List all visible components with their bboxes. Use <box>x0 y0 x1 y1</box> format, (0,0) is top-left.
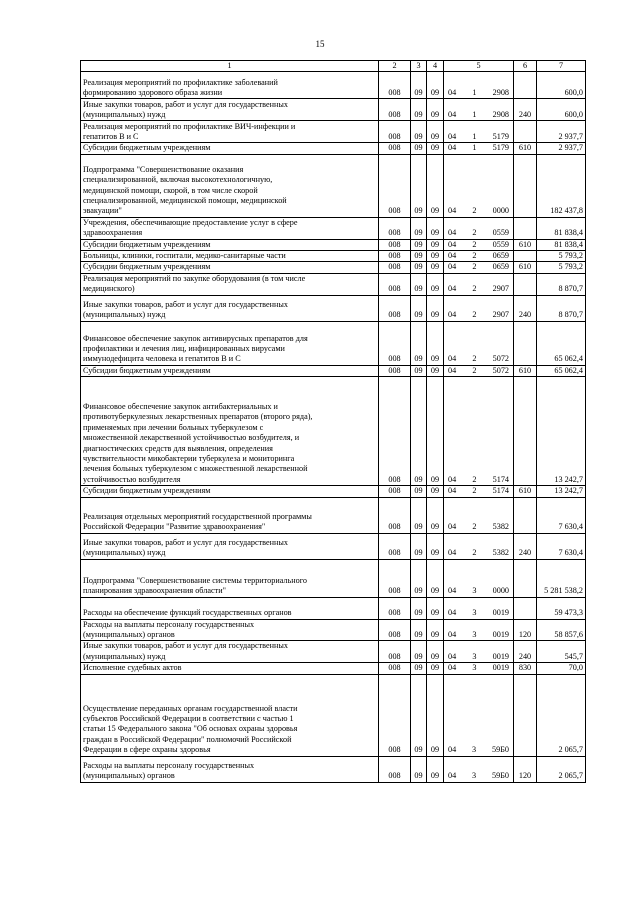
row-admin-code: 008 <box>379 559 411 597</box>
row-amount: 13 242,7 <box>537 486 586 497</box>
row-expense-type: 240 <box>514 641 537 663</box>
row-subsection: 09 <box>427 663 444 674</box>
row-name: Иные закупки товаров, работ и услуг для государственных (муниципальных) нужд <box>81 641 379 663</box>
row-subsection: 09 <box>427 295 444 321</box>
header-cell: 7 <box>537 61 586 72</box>
row-subsection: 09 <box>427 217 444 239</box>
table-row <box>81 497 586 533</box>
row-admin-code: 008 <box>379 674 411 756</box>
row-expense-type <box>514 154 537 217</box>
row-section: 09 <box>411 497 427 533</box>
row-amount: 5 793,2 <box>537 251 586 262</box>
row-target-code <box>444 365 514 376</box>
row-target-code <box>444 217 514 239</box>
row-expense-type <box>514 72 537 99</box>
row-subprogram: 2 <box>472 522 477 532</box>
row-amount: 2 937,7 <box>537 121 586 143</box>
row-target-code <box>444 321 514 365</box>
row-expense-type: 610 <box>514 239 537 250</box>
header-cell: 4 <box>427 61 444 72</box>
row-target-code <box>444 533 514 559</box>
row-admin-code: 008 <box>379 72 411 99</box>
row-expense-type: 240 <box>514 533 537 559</box>
row-amount: 81 838,4 <box>537 239 586 250</box>
row-program: 04 <box>448 251 457 261</box>
row-subsection: 09 <box>427 72 444 99</box>
row-subprogram: 3 <box>472 608 477 618</box>
row-target-code <box>444 674 514 756</box>
table-row <box>81 756 586 782</box>
row-expense-code: 0659 <box>492 262 509 272</box>
row-subprogram: 2 <box>472 486 477 496</box>
row-program: 04 <box>448 486 457 496</box>
row-expense-type <box>514 497 537 533</box>
row-amount: 7 630,4 <box>537 533 586 559</box>
row-name: Реализация отдельных мероприятий государственной программы Российской Федерации "Развитие здравоохранения" <box>81 497 379 533</box>
row-amount: 65 062,4 <box>537 365 586 376</box>
row-subprogram: 2 <box>472 228 477 238</box>
table-row <box>81 365 586 376</box>
table-row <box>81 641 586 663</box>
row-subprogram: 2 <box>472 365 477 375</box>
row-subsection: 09 <box>427 559 444 597</box>
row-expense-type <box>514 121 537 143</box>
row-subprogram: 3 <box>472 771 477 781</box>
row-name: Расходы на выплаты персоналу государственных (муниципальных) органов <box>81 756 379 782</box>
row-amount: 600,0 <box>537 72 586 99</box>
row-subprogram: 3 <box>472 745 477 755</box>
row-admin-code: 008 <box>379 99 411 121</box>
row-expense-type: 610 <box>514 486 537 497</box>
row-name: Иные закупки товаров, работ и услуг для государственных (муниципальных) нужд <box>81 295 379 321</box>
row-name: Финансовое обеспечение закупок антивирусных препаратов для профилактики и лечения лиц, инфицированных вирусами иммунодефицита человека и гепатитов В и С <box>81 321 379 365</box>
row-name: Реализация мероприятий по профилактике ВИЧ-инфекции и гепатитов В и С <box>81 121 379 143</box>
row-program: 04 <box>448 239 457 249</box>
row-expense-code: 0000 <box>492 206 509 216</box>
row-subprogram: 2 <box>472 310 477 320</box>
row-admin-code: 008 <box>379 597 411 619</box>
row-subprogram: 1 <box>472 110 477 119</box>
table-row <box>81 295 586 321</box>
row-expense-type: 240 <box>514 295 537 321</box>
row-target-code <box>444 559 514 597</box>
row-expense-type <box>514 321 537 365</box>
row-section: 09 <box>411 756 427 782</box>
row-subprogram: 3 <box>472 663 477 673</box>
row-section: 09 <box>411 217 427 239</box>
row-program: 04 <box>448 132 457 141</box>
table-row <box>81 597 586 619</box>
row-expense-code: 0659 <box>492 251 509 261</box>
row-name: Субсидии бюджетным учреждениям <box>81 239 379 250</box>
row-expense-code: 2908 <box>492 110 509 119</box>
row-subprogram: 3 <box>472 651 477 661</box>
row-program: 04 <box>448 663 457 673</box>
row-target-code <box>444 756 514 782</box>
row-program: 04 <box>448 228 457 238</box>
row-expense-type: 240 <box>514 99 537 121</box>
row-subprogram: 2 <box>472 284 477 294</box>
row-admin-code: 008 <box>379 273 411 295</box>
row-target-code <box>444 597 514 619</box>
row-expense-type: 610 <box>514 262 537 273</box>
row-subprogram: 2 <box>472 262 477 272</box>
row-expense-type: 120 <box>514 619 537 641</box>
row-amount: 81 838,4 <box>537 217 586 239</box>
row-subprogram: 2 <box>472 474 477 484</box>
header-row <box>81 61 586 72</box>
row-amount: 58 857,6 <box>537 619 586 641</box>
table-body <box>81 72 586 782</box>
table-row <box>81 321 586 365</box>
row-subsection: 09 <box>427 674 444 756</box>
row-section: 09 <box>411 239 427 250</box>
row-admin-code: 008 <box>379 663 411 674</box>
row-expense-type <box>514 251 537 262</box>
row-subsection: 09 <box>427 273 444 295</box>
row-expense-type <box>514 559 537 597</box>
table-row <box>81 377 586 486</box>
row-subprogram: 2 <box>472 251 477 261</box>
row-admin-code: 008 <box>379 533 411 559</box>
table-row <box>81 533 586 559</box>
table-row <box>81 273 586 295</box>
row-target-code <box>444 641 514 663</box>
row-program: 04 <box>448 522 457 532</box>
row-expense-code: 0559 <box>492 228 509 238</box>
row-program: 04 <box>448 262 457 272</box>
row-section: 09 <box>411 486 427 497</box>
row-target-code <box>444 273 514 295</box>
row-subsection: 09 <box>427 121 444 143</box>
row-admin-code: 008 <box>379 619 411 641</box>
row-expense-code: 2908 <box>492 88 509 97</box>
row-subsection: 09 <box>427 154 444 217</box>
budget-table <box>80 60 586 783</box>
row-name: Расходы на выплаты персоналу государственных (муниципальных) органов <box>81 619 379 641</box>
row-amount: 59 473,3 <box>537 597 586 619</box>
row-amount: 13 242,7 <box>537 377 586 486</box>
row-section: 09 <box>411 99 427 121</box>
row-subprogram: 1 <box>472 88 477 97</box>
row-program: 04 <box>448 310 457 320</box>
header-cell: 5 <box>444 61 514 72</box>
row-expense-code: 5179 <box>492 143 509 153</box>
row-target-code <box>444 486 514 497</box>
row-section: 09 <box>411 619 427 641</box>
table-row <box>81 559 586 597</box>
row-expense-code: 5179 <box>492 132 509 141</box>
table-row <box>81 239 586 250</box>
table-row <box>81 486 586 497</box>
row-expense-code: 59Б0 <box>492 745 509 755</box>
row-admin-code: 008 <box>379 121 411 143</box>
row-amount: 5 281 538,2 <box>537 559 586 597</box>
row-admin-code: 008 <box>379 377 411 486</box>
page-number: 15 <box>315 39 325 49</box>
row-name: Подпрограмма "Совершенствование оказания специализированной, включая высокотехнологичную, медицинской помощи, скорой, в том числе скорой специализированной, медицинской помощи, медицинской эвакуации" <box>81 154 379 217</box>
row-admin-code: 008 <box>379 217 411 239</box>
row-name: Осуществление переданных органам государственной власти субъектов Российской Федерации в соответствии с частью 1 статьи 15 Федерального закона "Об основах охраны здоровья граждан в Российской Федерации" полномочий Российской Федерации в сфере охраны здоровья <box>81 674 379 756</box>
row-amount: 5 793,2 <box>537 262 586 273</box>
row-program: 04 <box>448 771 457 781</box>
row-expense-code: 0019 <box>492 608 509 618</box>
table-row <box>81 674 586 756</box>
header-cell: 3 <box>411 61 427 72</box>
row-section: 09 <box>411 377 427 486</box>
row-section: 09 <box>411 597 427 619</box>
row-expense-type <box>514 377 537 486</box>
row-target-code <box>444 143 514 154</box>
table-row <box>81 619 586 641</box>
row-name: Субсидии бюджетным учреждениям <box>81 143 379 154</box>
row-section: 09 <box>411 154 427 217</box>
row-target-code <box>444 377 514 486</box>
row-program: 04 <box>448 651 457 661</box>
row-expense-code: 5382 <box>492 522 509 532</box>
row-subprogram: 3 <box>472 630 477 640</box>
table-row <box>81 143 586 154</box>
row-name: Расходы на обеспечение функций государственных органов <box>81 597 379 619</box>
row-subsection: 09 <box>427 251 444 262</box>
row-subsection: 09 <box>427 619 444 641</box>
row-subsection: 09 <box>427 321 444 365</box>
row-section: 09 <box>411 365 427 376</box>
row-name: Реализация мероприятий по закупке оборудования (в том числе медицинского) <box>81 273 379 295</box>
row-amount: 8 870,7 <box>537 273 586 295</box>
row-expense-type <box>514 217 537 239</box>
row-section: 09 <box>411 533 427 559</box>
table-row <box>81 99 586 121</box>
row-expense-code: 2907 <box>492 284 509 294</box>
row-subsection: 09 <box>427 239 444 250</box>
row-program: 04 <box>448 586 457 596</box>
row-expense-type: 120 <box>514 756 537 782</box>
row-expense-code: 5174 <box>492 474 509 484</box>
row-section: 09 <box>411 674 427 756</box>
row-admin-code: 008 <box>379 486 411 497</box>
table-row <box>81 121 586 143</box>
row-name: Исполнение судебных актов <box>81 663 379 674</box>
row-target-code <box>444 295 514 321</box>
row-subsection: 09 <box>427 641 444 663</box>
row-subprogram: 2 <box>472 239 477 249</box>
row-target-code <box>444 663 514 674</box>
row-program: 04 <box>448 365 457 375</box>
row-section: 09 <box>411 262 427 273</box>
row-program: 04 <box>448 745 457 755</box>
row-program: 04 <box>448 284 457 294</box>
row-amount: 2 937,7 <box>537 143 586 154</box>
row-section: 09 <box>411 641 427 663</box>
row-subsection: 09 <box>427 533 444 559</box>
row-amount: 182 437,8 <box>537 154 586 217</box>
row-subprogram: 3 <box>472 586 477 596</box>
row-expense-code: 5174 <box>492 486 509 496</box>
row-target-code <box>444 619 514 641</box>
row-program: 04 <box>448 548 457 558</box>
row-admin-code: 008 <box>379 239 411 250</box>
row-amount: 65 062,4 <box>537 321 586 365</box>
row-expense-type <box>514 674 537 756</box>
row-expense-code: 0019 <box>492 663 509 673</box>
table-row <box>81 154 586 217</box>
row-section: 09 <box>411 295 427 321</box>
row-name: Иные закупки товаров, работ и услуг для государственных (муниципальных) нужд <box>81 99 379 121</box>
row-name: Субсидии бюджетным учреждениям <box>81 486 379 497</box>
row-expense-code: 5382 <box>492 548 509 558</box>
row-name: Финансовое обеспечение закупок антибактериальных и противотуберкулезных лекарственных препаратов (второго ряда), применяемых при лечении больных туберкулезом с множественной лекарственной устойчивостью возбудителя, и диагностических средств для выявления, определения чувствительности микобактерии туберкулеза и мониторинга лечения больных туберкулезом с множественной лекарственной устойчивостью возбудителя <box>81 377 379 486</box>
row-amount: 545,7 <box>537 641 586 663</box>
table-row <box>81 217 586 239</box>
row-expense-code: 0000 <box>492 586 509 596</box>
row-admin-code: 008 <box>379 262 411 273</box>
row-subsection: 09 <box>427 99 444 121</box>
row-expense-type: 610 <box>514 365 537 376</box>
row-section: 09 <box>411 121 427 143</box>
row-admin-code: 008 <box>379 365 411 376</box>
row-section: 09 <box>411 143 427 154</box>
table-row <box>81 663 586 674</box>
row-expense-code: 59Б0 <box>492 771 509 781</box>
header-cell: 1 <box>81 61 379 72</box>
row-amount: 7 630,4 <box>537 497 586 533</box>
row-expense-type: 830 <box>514 663 537 674</box>
row-expense-type <box>514 597 537 619</box>
row-target-code <box>444 239 514 250</box>
row-subsection: 09 <box>427 756 444 782</box>
row-subsection: 09 <box>427 486 444 497</box>
row-target-code <box>444 99 514 121</box>
row-expense-code: 0019 <box>492 651 509 661</box>
row-program: 04 <box>448 88 457 97</box>
row-program: 04 <box>448 110 457 119</box>
row-target-code <box>444 262 514 273</box>
row-admin-code: 008 <box>379 641 411 663</box>
row-subsection: 09 <box>427 143 444 154</box>
row-subsection: 09 <box>427 365 444 376</box>
row-subprogram: 2 <box>472 354 477 364</box>
row-program: 04 <box>448 608 457 618</box>
header-cell: 6 <box>514 61 537 72</box>
row-name: Субсидии бюджетным учреждениям <box>81 365 379 376</box>
table-row <box>81 262 586 273</box>
row-subprogram: 1 <box>472 143 477 153</box>
row-section: 09 <box>411 663 427 674</box>
row-section: 09 <box>411 72 427 99</box>
row-program: 04 <box>448 630 457 640</box>
row-expense-code: 0019 <box>492 630 509 640</box>
row-subsection: 09 <box>427 377 444 486</box>
row-expense-code: 5072 <box>492 354 509 364</box>
row-name: Больницы, клиники, госпитали, медико-санитарные части <box>81 251 379 262</box>
row-target-code <box>444 154 514 217</box>
row-expense-code: 0559 <box>492 239 509 249</box>
row-admin-code: 008 <box>379 154 411 217</box>
row-amount: 600,0 <box>537 99 586 121</box>
row-admin-code: 008 <box>379 295 411 321</box>
header-cell: 2 <box>379 61 411 72</box>
row-admin-code: 008 <box>379 497 411 533</box>
table-row <box>81 72 586 99</box>
row-admin-code: 008 <box>379 321 411 365</box>
row-name: Подпрограмма "Совершенствование системы территориального планирования здравоохранения области" <box>81 559 379 597</box>
row-name: Иные закупки товаров, работ и услуг для государственных (муниципальных) нужд <box>81 533 379 559</box>
row-amount: 2 065,7 <box>537 756 586 782</box>
row-expense-code: 2907 <box>492 310 509 320</box>
row-amount: 2 065,7 <box>537 674 586 756</box>
row-program: 04 <box>448 354 457 364</box>
row-section: 09 <box>411 559 427 597</box>
row-name: Субсидии бюджетным учреждениям <box>81 262 379 273</box>
row-program: 04 <box>448 143 457 153</box>
row-subprogram: 2 <box>472 548 477 558</box>
row-expense-type: 610 <box>514 143 537 154</box>
row-admin-code: 008 <box>379 756 411 782</box>
row-expense-code: 5072 <box>492 365 509 375</box>
row-section: 09 <box>411 251 427 262</box>
row-admin-code: 008 <box>379 251 411 262</box>
row-amount: 8 870,7 <box>537 295 586 321</box>
row-subsection: 09 <box>427 497 444 533</box>
row-amount: 70,0 <box>537 663 586 674</box>
row-name: Учреждения, обеспечивающие предоставление услуг в сфере здравоохранения <box>81 217 379 239</box>
row-subprogram: 1 <box>472 132 477 141</box>
row-program: 04 <box>448 206 457 216</box>
row-target-code <box>444 72 514 99</box>
row-expense-type <box>514 273 537 295</box>
row-subprogram: 2 <box>472 206 477 216</box>
row-target-code <box>444 121 514 143</box>
row-target-code <box>444 497 514 533</box>
table-row <box>81 251 586 262</box>
row-name: Реализация мероприятий по профилактике заболеваний формированию здорового образа жизни <box>81 72 379 99</box>
row-subsection: 09 <box>427 597 444 619</box>
row-subsection: 09 <box>427 262 444 273</box>
row-section: 09 <box>411 321 427 365</box>
row-admin-code: 008 <box>379 143 411 154</box>
row-section: 09 <box>411 273 427 295</box>
row-target-code <box>444 251 514 262</box>
row-program: 04 <box>448 474 457 484</box>
